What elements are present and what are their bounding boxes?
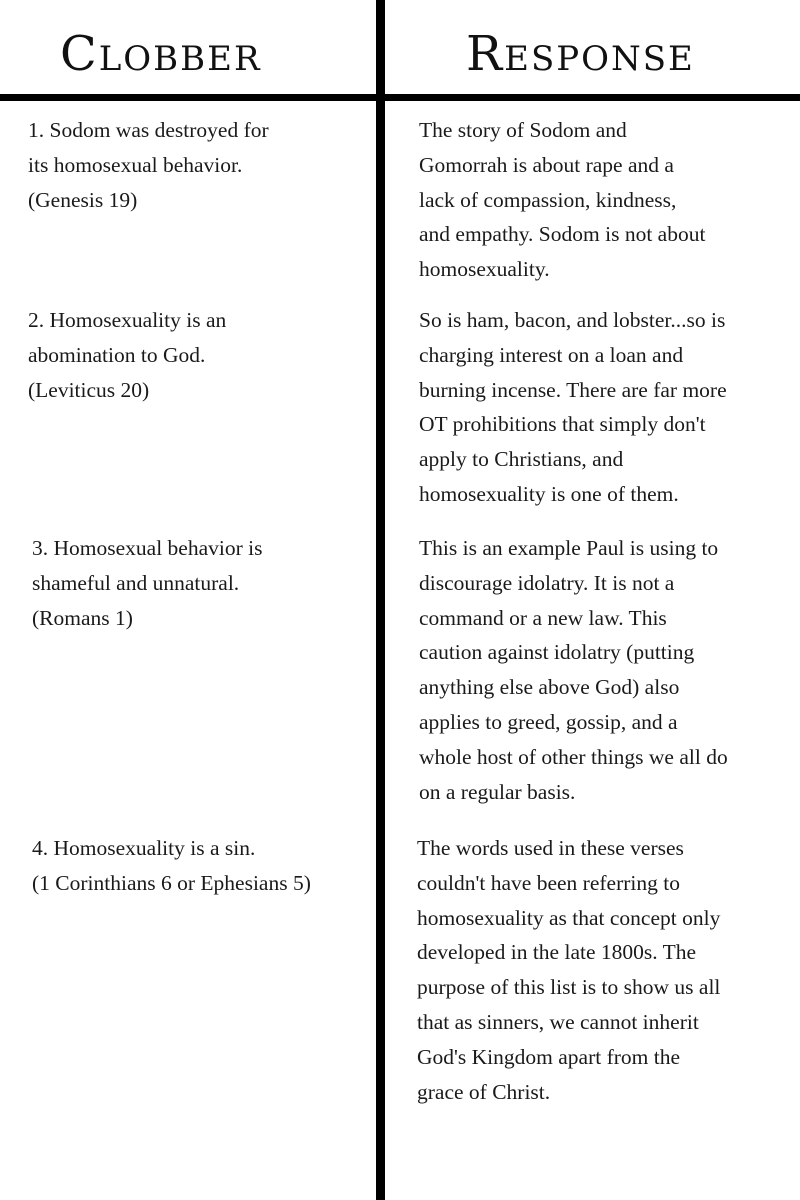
claim-4: 4. Homosexuality is a sin. (1 Corinthians 6 or Ephesians 5) (32, 836, 311, 895)
response-3: This is an example Paul is using to discourage idolatry. It is not a command or a new law. This caution against idolatry (putting anything else above God) also applies to greed, gossip, and a whole host of other things we all do on a regular basis. (419, 536, 728, 804)
claim-2: 2. Homosexuality is an abomination to God. (Leviticus 20) (28, 308, 227, 402)
response-2: So is ham, bacon, and lobster...so is charging interest on a loan and burning incense. There are far more OT prohibitions that simply don't apply to Christians, and homosexuality is one of them. (419, 308, 727, 506)
response-1: The story of Sodom and Gomorrah is about rape and a lack of compassion, kindness, and empathy. Sodom is not about homosexuality. (419, 118, 706, 282)
column-divider (376, 0, 385, 1200)
clobber-heading: Clobber (60, 26, 262, 82)
claim-3: 3. Homosexual behavior is shameful and unnatural. (Romans 1) (32, 536, 263, 630)
response-4: The words used in these verses couldn't have been referring to homosexuality as that concept only developed in the late 1800s. The purpose of this list is to show us all that as sinners, we cannot inherit God's Kingdom apart from the grace of Christ. (417, 836, 721, 1104)
response-heading: Response (466, 26, 695, 82)
header-divider (0, 94, 800, 101)
claim-1: 1. Sodom was destroyed for its homosexual behavior. (Genesis 19) (28, 118, 269, 212)
